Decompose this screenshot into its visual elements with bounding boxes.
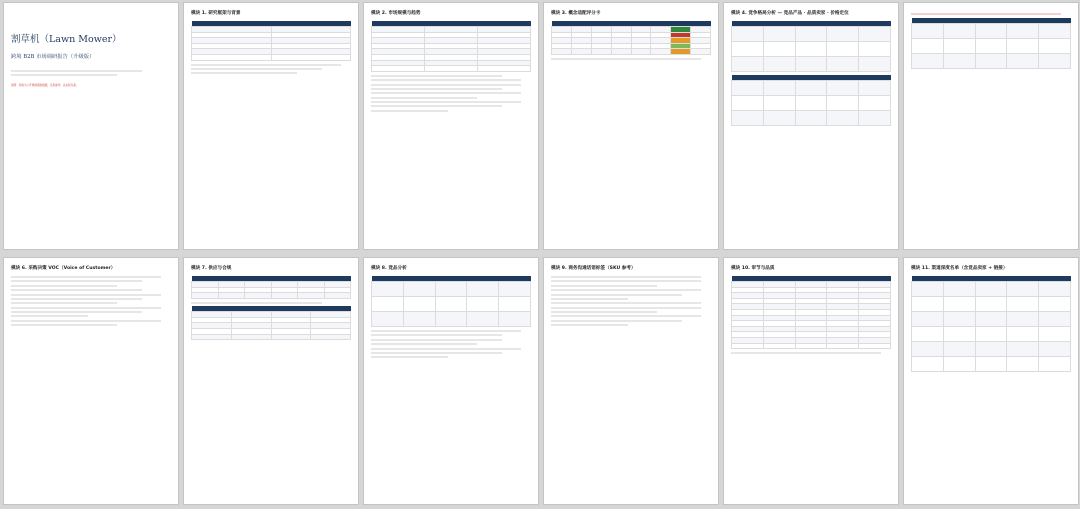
table (911, 276, 1071, 372)
page-title: 模块 8. 竞品分析 (371, 266, 407, 271)
page-module-11[interactable] (904, 258, 1078, 504)
table (731, 276, 891, 349)
page-title: 模块 10. 审节与品质 (731, 266, 775, 271)
table (371, 276, 531, 327)
table (191, 276, 351, 299)
scorecard-table (551, 21, 711, 55)
page-module-5[interactable] (904, 3, 1078, 249)
page-title: 模块 4. 竞争格局分析 — 竞品产品 · 品质卖家 · 价格定位 (731, 11, 849, 16)
cover-note: 说明：价格为公开渠道抓取数据，仅供参考；以实际为准。 (11, 84, 79, 88)
page-module-2[interactable] (364, 3, 538, 249)
page-cover[interactable] (4, 3, 178, 249)
page-module-1[interactable] (184, 3, 358, 249)
page-module-6[interactable] (4, 258, 178, 504)
table (731, 21, 891, 72)
table (191, 306, 351, 340)
table (911, 18, 1071, 69)
page-title: 模块 6. 采购决策 VOC（Voice of Customer） (11, 266, 116, 271)
cover-title: 割草机（Lawn Mower） (11, 34, 122, 45)
page-title: 模块 3. 概念适配评分卡 (551, 11, 601, 16)
page-title: 模块 7. 供应与合规 (191, 266, 232, 271)
page-title: 模块 9. 商务沟通话语标签（SKU 参考） (551, 266, 636, 271)
page-module-3[interactable] (544, 3, 718, 249)
cover-meta-block (11, 70, 171, 76)
page-module-9[interactable] (544, 258, 718, 504)
page-module-7[interactable] (184, 258, 358, 504)
page-title: 模块 11. 渠道深度名单（含竞品卖家 + 链接） (911, 266, 1008, 271)
page-title: 模块 1. 研究框架与背景 (191, 11, 241, 16)
table (191, 21, 351, 61)
page-module-8[interactable] (364, 258, 538, 504)
page-module-4[interactable] (724, 3, 898, 249)
page-title: 模块 2. 市场规模与趋势 (371, 11, 421, 16)
table (731, 75, 891, 126)
page-module-10[interactable] (724, 258, 898, 504)
table (371, 21, 531, 72)
cover-subtitle: 跨境 B2B 市场调研报告（升级版） (11, 53, 95, 60)
